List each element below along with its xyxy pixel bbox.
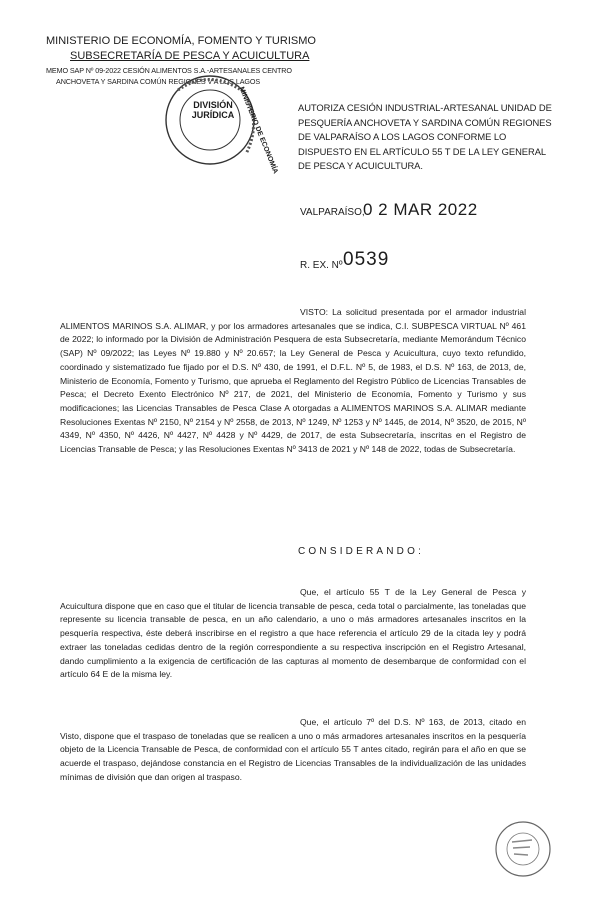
seal-icon [492,818,554,880]
resolution-date: 0 2 MAR 2022 [363,200,478,219]
considerando-1 [60,586,526,682]
stamp-ring-text: MINISTERIO DE ECONOMÍA [237,86,279,175]
division-juridica-stamp [148,70,279,178]
subsecretaria-name: SUBSECRETARÍA DE PESCA Y ACUICULTURA [70,50,310,62]
visto-paragraph: VISTO: La solicitud presentada por el armador industrial ALIMENTOS MARINOS S.A. ALIMAR, y por los armadores artesanales que se indica, C.I. SUBPESCA VIRTUAL Nº 461 de 2022; lo informado por la División de Administración Pesquera de esta Subsecretaría, mediante Memorándum Técnico (SAP) Nº 09/2022; las Leyes Nº 19.880 y Nº 20.657; la Ley General de Pesca y Acuicultura, cuyo texto refundido, coordinado y sistematizado fue fijado por el D.S. Nº 430, de 1991, el D.F.L. Nº 5, de 1983, el D.S. Nº 163, de 2013, de, Ministerio de Economía, Fomento y Turismo, que aprueba el Reglamento del Registro Público de Licencias Transables de Pesca; el Decreto Exento Electrónico Nº 217, de 2021, del Ministerio de Economía, Fomento y Turismo y sus modificaciones; las Licencias Transables de Pesca Clase A otorgadas a ALIMENTOS MARINOS S.A. ALIMAR mediante Resoluciones Exentas Nº 2150, Nº 2154 y Nº 2558, de 2013, Nº 1249, Nº 1253 y Nº 1445, de 2014, Nº 3520, de 2015, Nº 4349, Nº 4350, Nº 4426, Nº 4427, Nº 4428 y Nº 4429, de 2017, de esta Subsecretaría, inscritas en el Registro de Licencias Transable de Pesca; y las Resoluciones Exentas Nº 3413 de 2021 y Nº 148 de 2022, todas de Subsecretaría. [60,307,526,455]
stamp-line1: DIVISIÓN [193,100,233,110]
rex-label: R. EX. Nº [300,260,343,271]
memo-reference: MEMO SAP Nº 09-2022 CESIÓN ALIMENTOS S.A.-ARTESANALES CENTRO [46,66,292,75]
page-seal [492,818,554,880]
visto-section [60,306,526,457]
considerando-paragraph-2: Que, el artículo 7º del D.S. Nº 163, de 2013, citado en Visto, dispone que el traspaso de toneladas que se realicen a uno o más armadores artesanales inscritos en la pesquería objeto de la Licencia Transable de Pesca, de conformidad con el artículo 55 T antes citado, regirán para el año en que se acuerde el traspaso, dejándose constancia en el Registro de Licencias Transables de la individualización de las unidades mínimas de división que dan origen al traspaso. [60,717,526,782]
considerando-2 [60,716,526,785]
resolution-title: AUTORIZA CESIÓN INDUSTRIAL-ARTESANAL UNIDAD DE PESQUERÍA ANCHOVETA Y SARDINA COMÚN REGIONES DE VALPARAÍSO A LOS LAGOS CONFORME LO DISPUESTO EN EL ARTÍCULO 55 T DE LA LEY GENERAL DE PESCA Y ACUICULTURA. [298,102,552,172]
rex-number: 0539 [343,249,390,270]
considerando-paragraph-1: Que, el artículo 55 T de la Ley General de Pesca y Acuicultura dispone que en caso que el titular de licencia transable de pesca, ceda total o parcialmente, las toneladas que represente su licencia transable de pesca, en un año calendario, a uno o más armadores artesanales inscritos en la pesquería respectiva, éste deberá inscribirse en el registro a que hace referencia el artículo 29 de la citada ley y podrá extraer las toneladas cedidas dentro de la región correspondiente a su respectiva inscripción en el Registro Artesanal, dando cumplimiento a la exigencia de certificación de las capturas al momento de desembarque de conformidad con el artículo 64 E de la misma ley. [60,587,526,680]
memo-reference-2: ANCHOVETA Y SARDINA COMÚN REGIONES V A LOS LAGOS [56,77,261,86]
place-label: VALPARAÍSO, [300,207,365,218]
ministry-name: MINISTERIO DE ECONOMÍA, FOMENTO Y TURISMO [46,35,316,47]
stamp-ring-icon [148,70,268,178]
stamp-line2: JURÍDICA [191,110,235,120]
considerando-heading: CONSIDERANDO: [298,546,425,557]
